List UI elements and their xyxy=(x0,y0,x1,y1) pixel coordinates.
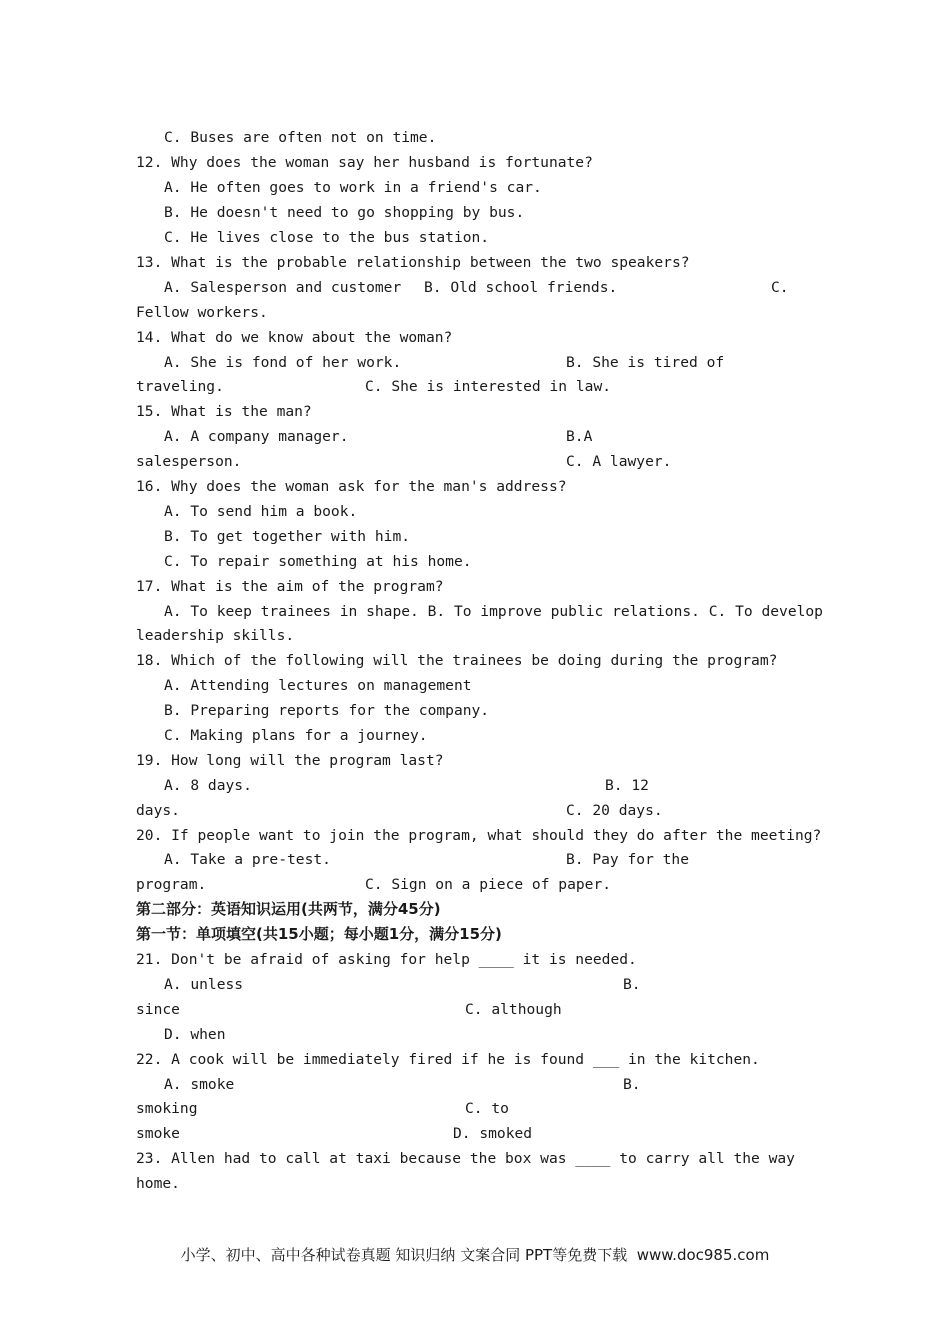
q15-option-a: A. A company manager. xyxy=(164,428,349,445)
q13-option-a: A. Salesperson and customer xyxy=(164,279,402,296)
q19-question: 19. How long will the program last? xyxy=(136,752,444,769)
q21-option-b-text: since xyxy=(136,1001,180,1018)
q14-option-b-cont: traveling. xyxy=(136,378,224,395)
q21-question: 21. Don't be afraid of asking for help ____ it is needed. xyxy=(136,951,637,968)
q13-option-b: B. Old school friends. xyxy=(424,279,618,296)
q18-option-b: B. Preparing reports for the company. xyxy=(164,702,490,719)
q14-option-c: C. She is interested in law. xyxy=(365,378,612,395)
q16-option-c: C. To repair something at his home. xyxy=(164,553,472,570)
q11-option-c: C. Buses are often not on time. xyxy=(164,129,437,146)
q22-option-c: C. to xyxy=(465,1100,509,1117)
q12-option-b: B. He doesn't need to go shopping by bus. xyxy=(164,204,525,221)
q14-option-a: A. She is fond of her work. xyxy=(164,354,402,371)
q22-option-c-cont: smoke xyxy=(136,1125,180,1142)
q13-option-c-text: Fellow workers. xyxy=(136,304,268,321)
q20-question: 20. If people want to join the program, what should they do after the meeting? xyxy=(136,827,822,844)
q20-option-c: C. Sign on a piece of paper. xyxy=(365,876,612,893)
q22-option-b-text: smoking xyxy=(136,1100,198,1117)
q18-option-a: A. Attending lectures on management xyxy=(164,677,472,694)
q16-option-b: B. To get together with him. xyxy=(164,528,411,545)
q20-option-a: A. Take a pre-test. xyxy=(164,851,331,868)
q16-option-a: A. To send him a book. xyxy=(164,503,358,520)
q19-option-b-cont: days. xyxy=(136,802,180,819)
q19-option-a: A. 8 days. xyxy=(164,777,252,794)
q19-option-b: B. 12 xyxy=(605,777,649,794)
section-heading-part2: 第二部分：英语知识运用(共两节，满分45分) xyxy=(136,900,441,918)
q21-option-c: C. although xyxy=(465,1001,562,1018)
page-footer: 小学、初中、高中各种试卷真题 知识归纳 文案合同 PPT等免费下载 www.doc985.com xyxy=(180,1246,770,1264)
q17-options: A. To keep trainees in shape. B. To improve public relations. C. To develop xyxy=(164,603,823,620)
q22-option-d: D. smoked xyxy=(453,1125,533,1142)
section-heading-single-choice: 第一节：单项填空(共15小题；每小题1分，满分15分) xyxy=(136,925,502,943)
q14-option-b: B. She is tired of xyxy=(566,354,725,371)
q12-question: 12. Why does the woman say her husband is fortunate? xyxy=(136,154,593,171)
q22-option-a: A. smoke xyxy=(164,1076,235,1093)
q14-question: 14. What do we know about the woman? xyxy=(136,329,453,346)
q15-option-b-cont: salesperson. xyxy=(136,453,242,470)
q19-option-c: C. 20 days. xyxy=(566,802,663,819)
q17-options-cont: leadership skills. xyxy=(136,627,295,644)
q15-option-b: B.A xyxy=(566,428,593,445)
q23-question-cont: home. xyxy=(136,1175,180,1192)
q17-question: 17. What is the aim of the program? xyxy=(136,578,444,595)
q13-question: 13. What is the probable relationship between the two speakers? xyxy=(136,254,690,271)
q21-option-a: A. unless xyxy=(164,976,244,993)
q18-option-c: C. Making plans for a journey. xyxy=(164,727,428,744)
q12-option-a: A. He often goes to work in a friend's car. xyxy=(164,179,542,196)
q18-question: 18. Which of the following will the trainees be doing during the program? xyxy=(136,652,778,669)
q22-question: 22. A cook will be immediately fired if he is found ___ in the kitchen. xyxy=(136,1051,760,1068)
q20-option-b-cont: program. xyxy=(136,876,207,893)
q15-question: 15. What is the man? xyxy=(136,403,312,420)
q21-option-b-label: B. xyxy=(623,976,641,993)
q21-option-d: D. when xyxy=(164,1026,226,1043)
q15-option-c: C. A lawyer. xyxy=(566,453,672,470)
q13-option-c-label: C. xyxy=(771,279,789,296)
q12-option-c: C. He lives close to the bus station. xyxy=(164,229,490,246)
q16-question: 16. Why does the woman ask for the man's address? xyxy=(136,478,567,495)
q20-option-b: B. Pay for the xyxy=(566,851,690,868)
q22-option-b-label: B. xyxy=(623,1076,641,1093)
q23-question: 23. Allen had to call at taxi because the box was ____ to carry all the way xyxy=(136,1150,795,1167)
